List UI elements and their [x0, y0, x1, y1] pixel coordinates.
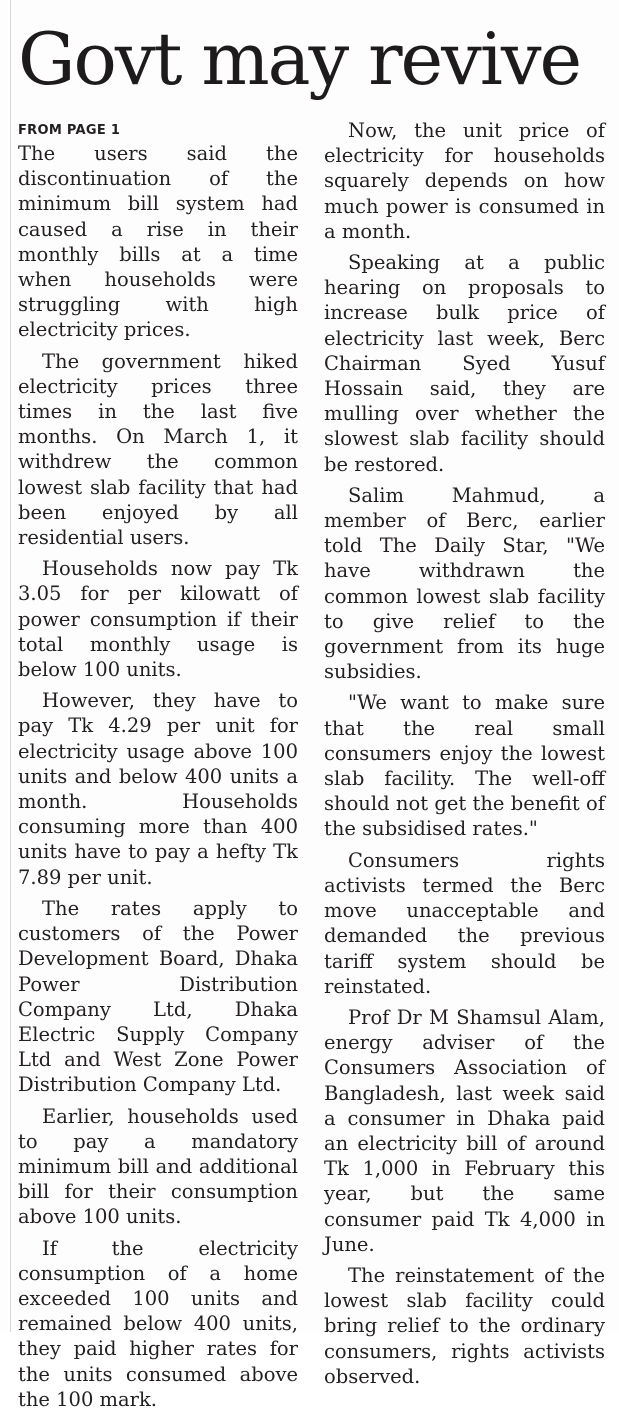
paragraph: The government hiked electricity prices three times in the last five months. On March 1, it withdrew the common lowest slab facility that had been enjoyed by all residential users. [18, 349, 298, 550]
left-column [18, 118, 298, 1412]
paragraph: "We want to make sure that the real small consumers enjoy the lowest slab facility. The well-off should not get the benefit of the subsidised rates." [324, 691, 605, 841]
paragraph: Prof Dr M Shamsul Alam, energy adviser of the Consumers Association of Bangladesh, last week said a consumer in Dhaka paid an electricity bill of around Tk 1,000 in February this year, but the same consumer paid Tk 4,000 in June. [324, 1005, 605, 1256]
paragraph: However, they have to pay Tk 4.29 per unit for electricity usage above 100 units and below 400 units a month. Households consuming more than 400 units have to pay a hefty Tk 7.89 per unit. [18, 689, 298, 889]
right-column [324, 118, 605, 1389]
paragraph: The users said the discontinuation of the minimum bill system had caused a rise in their monthly bills at a time when households were struggling with high electricity prices. [18, 142, 298, 342]
paragraph: Households now pay Tk 3.05 for per kilowatt of power consumption if their total monthly usage is below 100 units. [18, 557, 298, 682]
headline: Govt may revive [18, 17, 581, 101]
paragraph: Salim Mahmud, a member of Berc, earlier told The Daily Star, "We have withdrawn the common lowest slab facility to give relief to the government from its huge subsidies. [324, 483, 605, 684]
column-rule [10, 0, 11, 1332]
paragraph: Now, the unit price of electricity for households squarely depends on how much power is consumed in a month. [324, 119, 605, 243]
paragraph: Speaking at a public hearing on proposals to increase bulk price of electricity last week, Berc Chairman Syed Yusuf Hossain said, they are mulling over whether the slowest slab facility should be restored. [324, 251, 605, 476]
from-page-kicker: FROM PAGE 1 [18, 123, 121, 138]
paragraph: If the electricity consumption of a home exceeded 100 units and remained below 400 units, they paid higher rates for the units consumed above the 100 mark. [18, 1236, 298, 1411]
paragraph: Consumers rights activists termed the Berc move unacceptable and demanded the previous tariff system should be reinstated. [324, 848, 605, 998]
paragraph: The reinstatement of the lowest slab facility could bring relief to the ordinary consumers, rights activists observed. [324, 1263, 605, 1388]
paragraph: The rates apply to customers of the Power Development Board, Dhaka Power Distribution Company Ltd, Dhaka Electric Supply Company Ltd and West Zone Power Distribution Company Ltd. [18, 896, 298, 1097]
paragraph: Earlier, households used to pay a mandatory minimum bill and additional bill for their consumption above 100 units. [18, 1104, 298, 1229]
